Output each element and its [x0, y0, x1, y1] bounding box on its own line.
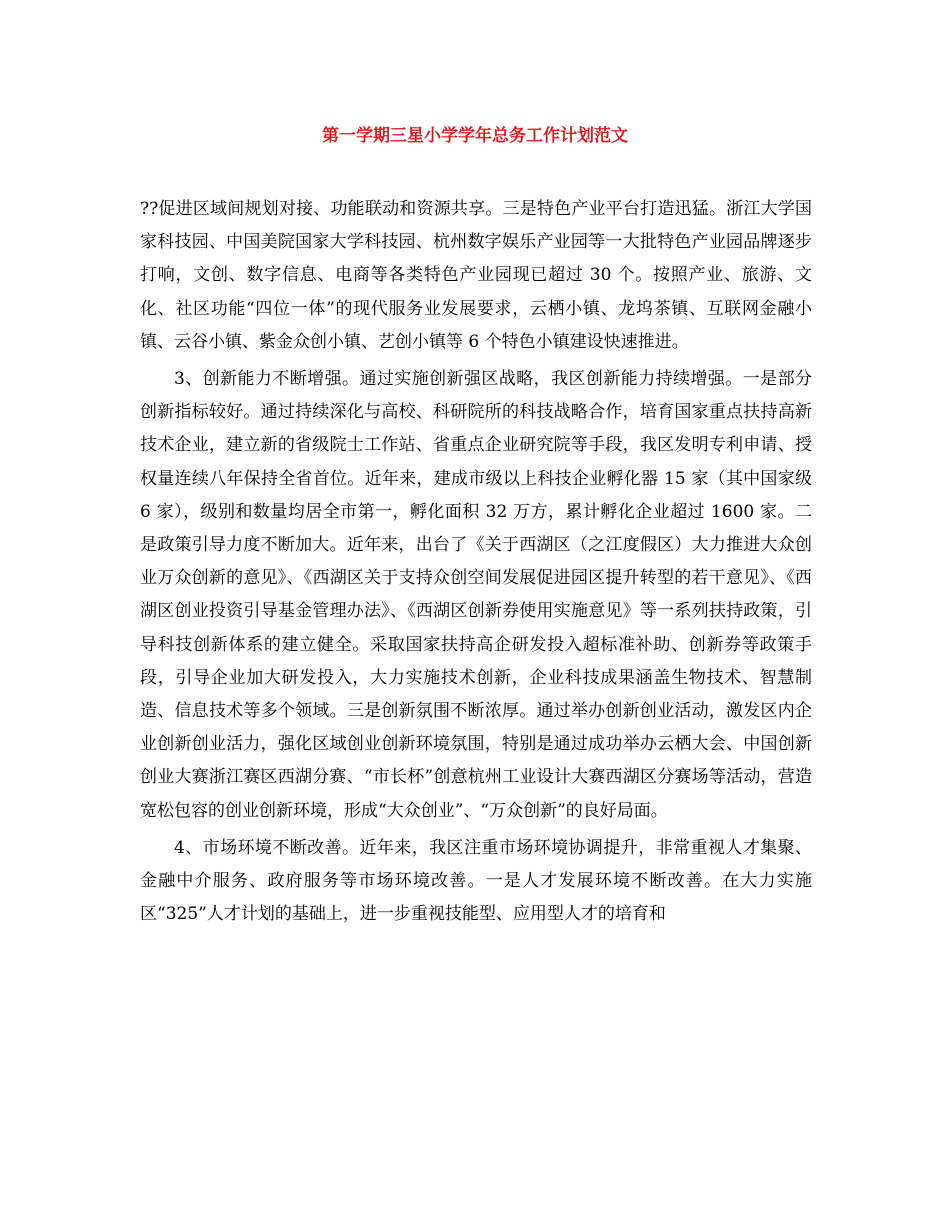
paragraph-3: 4、市场环境不断改善。近年来，我区注重市场环境协调提升，非常重视人才集聚、金融中介服务、政府服务等市场环境改善。一是人才发展环境不断改善。在大力实施区“325”人才计划的基础上，进一步重视技能型、应用型人才的培育和: [140, 837, 812, 925]
paragraph-2: 3、创新能力不断增强。通过实施创新强区战略，我区创新能力持续增强。一是部分创新指标较好。通过持续深化与高校、科研院所的科技战略合作，培育国家重点扶持高新技术企业，建立新的省级院士工作站、省重点企业研究院等手段，我区发明专利申请、授权量连续八年保持全省首位。近年来，建成市级以上科技企业孵化器 15 家（其中国家级 6 家），级别和数量均居全市第一，孵化面积 32 万方，累计孵化企业超过 1600 家。二是政策引导力度不断加大。近年来，出台了《关于西湖区（之江度假区）大力推进大众创业万众创新的意见》、《西湖区关于支持众创空间发展促进园区提升转型的若干意见》、《西湖区创业投资引导基金管理办法》、《西湖区创新券使用实施意见》等一系列扶持政策，引导科技创新体系的建立健全。采取国家扶持高企研发投入超标准补助、创新券等政策手段，引导企业加大研发投入，大力实施技术创新，企业科技成果涵盖生物技术、智慧制造、信息技术等多个领域。三是创新氛围不断浓厚。通过举办创新创业活动，激发区内企业创新创业活力，强化区域创业创新环境氛围，特别是通过成功举办云栖大会、中国创新创业大赛浙江赛区西湖分赛、“市长杯”创意杭州工业设计大赛西湖区分赛场等活动，营造宽松包容的创业创新环境，形成“大众创业”、“万众创新”的良好局面。: [140, 369, 812, 821]
document-body: [140, 193, 812, 931]
document-title: 第一学期三星小学学年总务工作计划范文: [322, 126, 628, 146]
paragraph-1: ??促进区域间规划对接、功能联动和资源共享。三是特色产业平台打造迅猛。浙江大学国家科技园、中国美院国家大学科技园、杭州数字娱乐产业园等一大批特色产业园品牌逐步打响，文创、数字信息、电商等各类特色产业园现已超过 30 个。按照产业、旅游、文化、社区功能“四位一体”的现代服务业发展要求，云栖小镇、龙坞茶镇、互联网金融小镇、云谷小镇、紫金众创小镇、艺创小镇等 6 个特色小镇建设快速推进。: [140, 199, 812, 352]
